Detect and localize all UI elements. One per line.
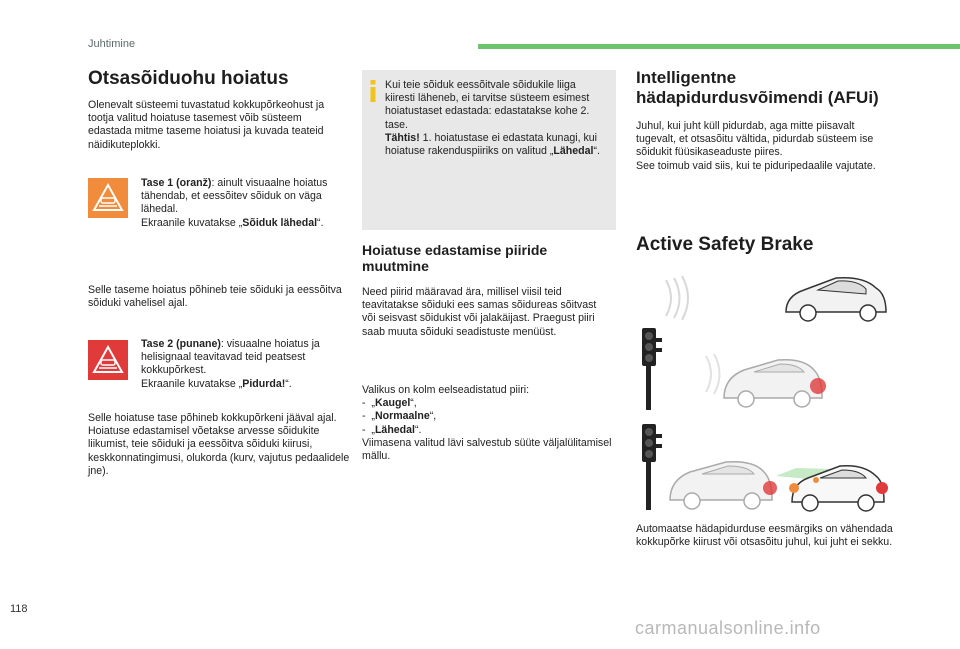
info-text: Kui teie sõiduk eessõitvale sõidukile liiga kiiresti läheneb, ei tarvitse süsteem esimest hoiatustaset edastada: edastatakse kohe 2. tase. Tähtis! 1. hoiatustase ei edastata kunagi, kui hoiatuse rakenduspiiriks on valitud „Lähedal“. xyxy=(385,79,600,158)
right-title: Intelligentne hädapidurdusvõimendi (AFUi) xyxy=(636,68,879,107)
illustration-car-auto-brake xyxy=(636,418,894,513)
car-icon xyxy=(724,360,822,407)
level1-label: Tase 1 (oranž) xyxy=(141,177,212,189)
option-item: - „Lähedal“. xyxy=(362,423,422,436)
section-accent-bar xyxy=(478,44,960,49)
right-caption: Automaatse hädapidurduse eesmärgiks on vähendada kokkupõrke kiirust või otsasõitu juhul, kui juht ei sekku. xyxy=(636,523,893,549)
middle-title: Hoiatuse edastamise piiride muutmine xyxy=(362,242,548,274)
illustration-car-braking-light xyxy=(636,322,894,412)
info-important-label: Tähtis! xyxy=(385,131,420,144)
page-number: 118 xyxy=(10,603,28,615)
level2-label: Tase 2 (punane) xyxy=(141,338,221,350)
left-bottom-text: Selle hoiatuse tase põhineb kokkupõrkeni jääval ajal. Hoiatuse edastamisel võetakse arvesse sõidukite liikumist, teie sõiduki ja eessõitva sõiduki kiirusi, keskkonnatingimusi, olukorda (kurv, vajutus pedaalidele jne). xyxy=(88,412,350,477)
level1-paragraph: Tase 1 (oranž): ainult visuaalne hoiatus tähendab, et eessõitev sõiduk on väga lähedal. Ekraanile kuvatakse „Sõiduk lähedal“. xyxy=(141,177,328,229)
car-icon xyxy=(786,278,886,321)
car-icon xyxy=(670,462,772,509)
traffic-light-icon xyxy=(642,424,662,510)
middle-options: Valikus on kolm eelseadistatud piiri: - „Kaugel“, - „Normaalne“, - „Lähedal“. Viimasena valitud lävi salvestub süüte väljalülitamisel mällu. xyxy=(362,384,612,463)
warning-level2-icon xyxy=(88,340,128,380)
section-label: Juhtimine xyxy=(88,38,136,50)
middle-para1: Need piirid määravad ära, millisel viisil teid teavitatakse sõiduki ees samas sõidureas sõitvast või seisvast sõidukist või jalakäijast. Praegust piiri saab muuta sõiduki seadistuste menüüst. xyxy=(362,286,597,338)
right-para: Juhul, kui juht küll pidurdab, aga mitte piisavalt tugevalt, et otsasõitu vältida, pidurdab süsteem ise sõidukit füüsikaseaduste piires. See toimub vaid siis, kui te piduripedaalile vajutate. xyxy=(636,120,876,172)
watermark-text: carmanualsonline.info xyxy=(635,618,821,638)
level2-display-value: Pidurda! xyxy=(242,377,286,390)
right-title2: Active Safety Brake xyxy=(636,234,814,255)
left-intro: Olenevalt süsteemi tuvastatud kokkupõrkeohust ja tootja valitud hoiatuse tasemest võib süsteem edastada mitme taseme hoiatusi ja kuvada teateid näidikuteplokki. xyxy=(88,99,325,151)
warning-level1-icon xyxy=(88,178,128,218)
left-mid-text: Selle taseme hoiatus põhineb teie sõiduki ja eessõitva sõiduki vahelisel ajal. xyxy=(88,284,342,310)
option-item: - „Kaugel“, xyxy=(362,397,417,410)
level2-paragraph: Tase 2 (punane): visuaalne hoiatus ja helisignaal teavitavad teid peatsest kokkupõrkest. Ekraanile kuvatakse „Pidurda!“. xyxy=(141,338,320,390)
info-icon xyxy=(368,80,378,102)
illustration-car-approach xyxy=(636,270,894,325)
level1-display-value: Sõiduk lähedal xyxy=(242,216,318,229)
traffic-light-icon xyxy=(642,328,662,410)
option-item: - „Normaalne“, xyxy=(362,410,437,423)
left-title: Otsasõiduohu hoiatus xyxy=(88,68,289,89)
